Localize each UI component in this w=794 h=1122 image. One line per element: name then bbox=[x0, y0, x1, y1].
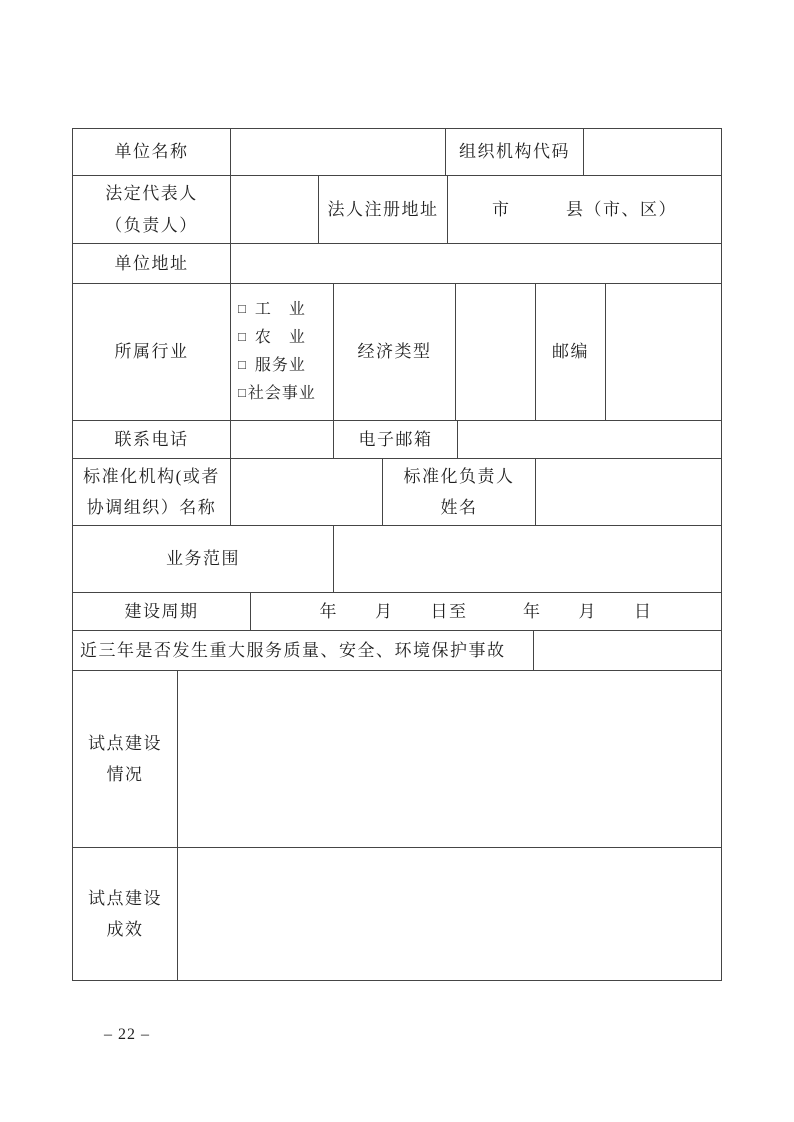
checkbox-icon[interactable]: □ bbox=[238, 328, 247, 344]
pilot-results-label-line2: 成效 bbox=[106, 920, 144, 939]
industry-option-agriculture[interactable] bbox=[238, 327, 306, 349]
table-row bbox=[73, 526, 722, 593]
checkbox-icon[interactable]: □ bbox=[238, 300, 247, 316]
std-org-label-line1: 标准化机构(或者 bbox=[83, 466, 220, 486]
industry-option-label: 社会事业 bbox=[247, 384, 316, 402]
table-row bbox=[73, 129, 722, 176]
table-row bbox=[73, 848, 722, 981]
legal-rep-field[interactable] bbox=[231, 176, 319, 244]
industry-option-social[interactable] bbox=[238, 383, 316, 405]
reg-address-field[interactable]: 市 县（市、区） bbox=[448, 176, 722, 244]
industry-option-label: 工 业 bbox=[254, 300, 306, 318]
table-row bbox=[73, 459, 722, 526]
checkbox-icon[interactable]: □ bbox=[238, 385, 247, 401]
pilot-status-label-line2: 情况 bbox=[106, 765, 144, 784]
industry-option-label: 农 业 bbox=[254, 328, 306, 346]
std-manager-label bbox=[383, 459, 536, 526]
legal-rep-label-line2: （负责人） bbox=[105, 215, 198, 235]
table-row bbox=[73, 244, 722, 284]
pilot-status-field[interactable] bbox=[178, 671, 722, 848]
table-row bbox=[73, 593, 722, 631]
email-field[interactable] bbox=[458, 421, 722, 459]
industry-label: 所属行业 bbox=[73, 284, 231, 421]
industry-option-service[interactable] bbox=[238, 355, 306, 377]
pilot-results-field[interactable] bbox=[178, 848, 722, 981]
org-code-field[interactable] bbox=[584, 129, 722, 176]
unit-address-field[interactable] bbox=[231, 244, 722, 284]
economic-type-label: 经济类型 bbox=[334, 284, 456, 421]
industry-option-industrial[interactable] bbox=[238, 299, 306, 321]
std-org-label-line2: 协调组织）名称 bbox=[86, 498, 217, 517]
economic-type-field[interactable] bbox=[456, 284, 536, 421]
unit-address-label: 单位地址 bbox=[73, 244, 231, 284]
legal-rep-label bbox=[73, 176, 231, 244]
unit-name-label: 单位名称 bbox=[73, 129, 231, 176]
industry-option-label: 服务业 bbox=[254, 356, 306, 374]
pilot-results-label-line1: 试点建设 bbox=[88, 888, 162, 908]
postcode-label: 邮编 bbox=[536, 284, 606, 421]
business-scope-label: 业务范围 bbox=[73, 526, 334, 593]
pilot-application-form-table bbox=[72, 128, 722, 981]
postcode-field[interactable] bbox=[606, 284, 722, 421]
reg-address-label: 法人注册地址 bbox=[319, 176, 448, 244]
std-manager-label-line2: 姓名 bbox=[440, 498, 478, 517]
std-manager-label-line1: 标准化负责人 bbox=[403, 466, 515, 486]
email-label: 电子邮箱 bbox=[334, 421, 458, 459]
checkbox-icon[interactable]: □ bbox=[238, 356, 247, 372]
industry-options bbox=[231, 284, 334, 421]
pilot-results-label bbox=[73, 848, 178, 981]
org-code-label: 组织机构代码 bbox=[446, 129, 584, 176]
legal-rep-label-line1: 法定代表人 bbox=[105, 184, 198, 204]
table-row bbox=[73, 284, 722, 421]
accidents-label: 近三年是否发生重大服务质量、安全、环境保护事故 bbox=[73, 631, 534, 671]
build-period-field[interactable]: 年 月 日至 年 月 日 bbox=[251, 593, 722, 631]
table-row bbox=[73, 421, 722, 459]
accidents-field[interactable] bbox=[534, 631, 722, 671]
table-row bbox=[73, 671, 722, 848]
pilot-status-label bbox=[73, 671, 178, 848]
page-number: – 22 – bbox=[104, 1026, 150, 1043]
std-manager-field[interactable] bbox=[536, 459, 722, 526]
table-row bbox=[73, 631, 722, 671]
table-row bbox=[73, 176, 722, 244]
build-period-label: 建设周期 bbox=[73, 593, 251, 631]
unit-name-field[interactable] bbox=[231, 129, 446, 176]
pilot-status-label-line1: 试点建设 bbox=[88, 733, 162, 753]
phone-field[interactable] bbox=[231, 421, 334, 459]
std-org-label bbox=[73, 459, 231, 526]
business-scope-field[interactable] bbox=[334, 526, 722, 593]
std-org-field[interactable] bbox=[231, 459, 383, 526]
phone-label: 联系电话 bbox=[73, 421, 231, 459]
